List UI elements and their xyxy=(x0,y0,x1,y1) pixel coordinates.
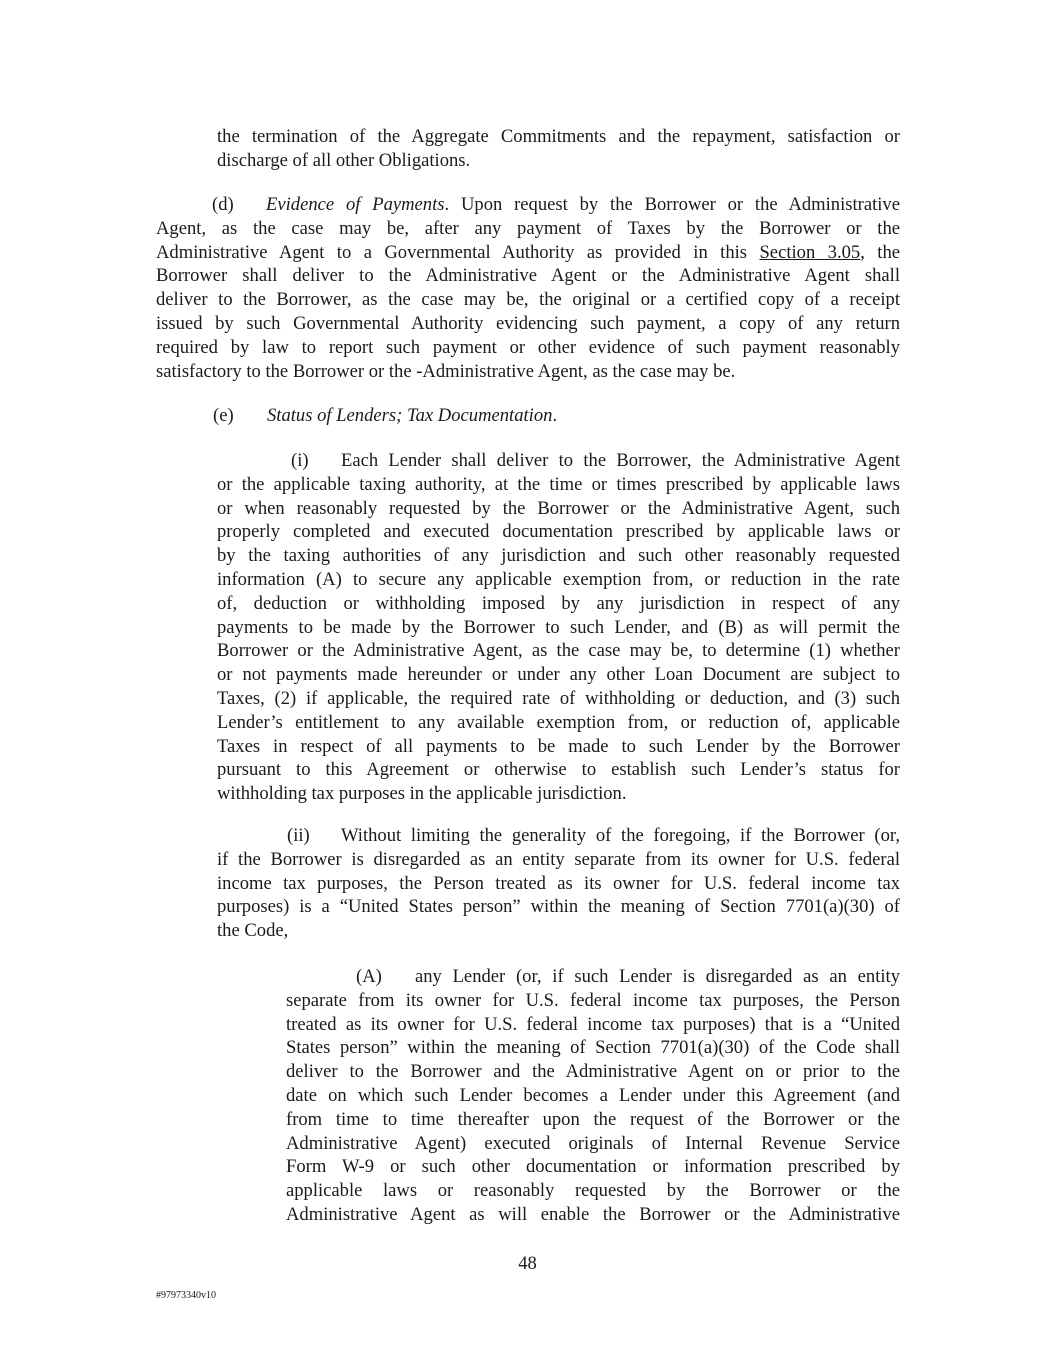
text-line: withholding tax purposes in the applicable jurisdiction. xyxy=(217,783,627,805)
text-line: Borrower or the Administrative Agent, as the case may be, to determine (1) whether xyxy=(217,640,900,662)
paragraph-e-heading xyxy=(156,404,900,428)
text-line: if the Borrower is disregarded as an entity separate from its owner for U.S. federal xyxy=(217,848,900,870)
text-line: Agent, as the case may be, after any payment of Taxes by the Borrower or the xyxy=(156,217,900,239)
text-line xyxy=(156,241,900,265)
text-fragment: Each Lender shall deliver to the Borrower, the Administrative Agent xyxy=(341,450,900,471)
paragraph-marker: (i) xyxy=(291,450,309,471)
text-fragment: Administrative Agent to a Governmental Authority as provided in this xyxy=(156,241,760,263)
text-line: Taxes, (2) if applicable, the required rate of withholding or deduction, and (3) such xyxy=(217,687,900,709)
paragraph-marker: (e) xyxy=(213,405,234,426)
text-line: information (A) to secure any applicable exemption from, or reduction in the rate xyxy=(217,568,900,590)
text-line: States person” within the meaning of Section 7701(a)(30) of the Code shall xyxy=(286,1037,900,1059)
paragraph-title: Status of Lenders; Tax Documentation xyxy=(267,405,553,426)
text-line: deliver to the Borrower and the Administrative Agent on or prior to the xyxy=(286,1061,900,1083)
text-line: Administrative Agent) executed originals of Internal Revenue Service xyxy=(286,1132,900,1154)
text-line: from time to time thereafter upon the request of the Borrower or the xyxy=(286,1108,900,1130)
text-line xyxy=(156,404,900,428)
paragraph-ii xyxy=(217,824,900,943)
paragraph-continuation xyxy=(217,125,900,173)
text-line xyxy=(217,824,900,848)
text-line: issued by such Governmental Authority evidencing such payment, a copy of any return xyxy=(156,312,900,334)
paragraph-marker: (A) xyxy=(356,966,382,987)
text-line: properly completed and executed documentation prescribed by applicable laws or xyxy=(217,521,900,543)
text-line: applicable laws or reasonably requested by the Borrower or the xyxy=(286,1180,900,1202)
text-line: or when reasonably requested by the Borrower or the Administrative Agent, such xyxy=(217,497,900,519)
text-line: or not payments made hereunder or under any other Loan Document are subject to xyxy=(217,664,900,686)
text-line: income tax purposes, the Person treated as its owner for U.S. federal income tax xyxy=(217,872,900,894)
text-line: satisfactory to the Borrower or the -Administrative Agent, as the case may be. xyxy=(156,360,736,382)
text-line: required by law to report such payment or other evidence of such payment reasonably xyxy=(156,336,900,358)
text-line: deliver to the Borrower, as the case may be, the original or a certified copy of a receipt xyxy=(156,289,900,311)
text-fragment: Without limiting the generality of the foregoing, if the Borrower (or, xyxy=(341,825,900,846)
text-line xyxy=(286,965,900,989)
section-reference-link[interactable]: Section 3.05 xyxy=(759,241,861,263)
text-line: Administrative Agent as will enable the Borrower or the Administrative xyxy=(286,1203,900,1225)
text-line: Lender’s entitlement to any available exemption from, or reduction of, applicable xyxy=(217,711,900,733)
text-line: the termination of the Aggregate Commitments and the repayment, satisfaction or xyxy=(217,126,900,147)
text-line: the Code, xyxy=(217,920,289,942)
text-line: Taxes in respect of all payments to be made to such Lender by the Borrower xyxy=(217,735,900,757)
paragraph-marker: (ii) xyxy=(287,825,310,846)
text-line: by the taxing authorities of any jurisdiction and such other reasonably requested xyxy=(217,545,900,567)
text-line xyxy=(156,193,900,217)
paragraph-d-evidence-of-payments xyxy=(156,193,900,383)
paragraph-i xyxy=(217,449,900,806)
paragraph-title: Evidence of Payments xyxy=(266,194,445,215)
text-fragment: any Lender (or, if such Lender is disregarded as an entity xyxy=(415,966,900,987)
text-line: discharge of all other Obligations. xyxy=(217,149,471,171)
text-line: treated as its owner for U.S. federal income tax purposes) that is a “United xyxy=(286,1013,900,1035)
text-fragment: . Upon request by the Borrower or the Administrative xyxy=(444,194,900,215)
text-line xyxy=(217,449,900,473)
page-number: 48 xyxy=(518,1253,537,1274)
text-line: Borrower shall deliver to the Administrative Agent or the Administrative Agent shall xyxy=(156,265,900,287)
text-line: or the applicable taxing authority, at the time or times prescribed by applicable laws xyxy=(217,473,900,495)
text-fragment: , the xyxy=(860,241,901,263)
text-fragment: . xyxy=(552,405,558,426)
text-line: separate from its owner for U.S. federal income tax purposes, the Person xyxy=(286,989,900,1011)
text-line: Form W-9 or such other documentation or information prescribed by xyxy=(286,1156,900,1178)
text-line: pursuant to this Agreement or otherwise to establish such Lender’s status for xyxy=(217,759,900,781)
text-line: of, deduction or withholding imposed by any jurisdiction in respect of any xyxy=(217,592,900,614)
paragraph-marker: (d) xyxy=(212,194,234,215)
text-line: date on which such Lender becomes a Lender under this Agreement (and xyxy=(286,1084,900,1106)
text-line: payments to be made by the Borrower to such Lender, and (B) as will permit the xyxy=(217,616,900,638)
document-id: #97973340v10 xyxy=(156,1290,216,1301)
paragraph-A xyxy=(286,965,900,1227)
text-line: purposes) is a “United States person” within the meaning of Section 7701(a)(30) of xyxy=(217,896,900,918)
